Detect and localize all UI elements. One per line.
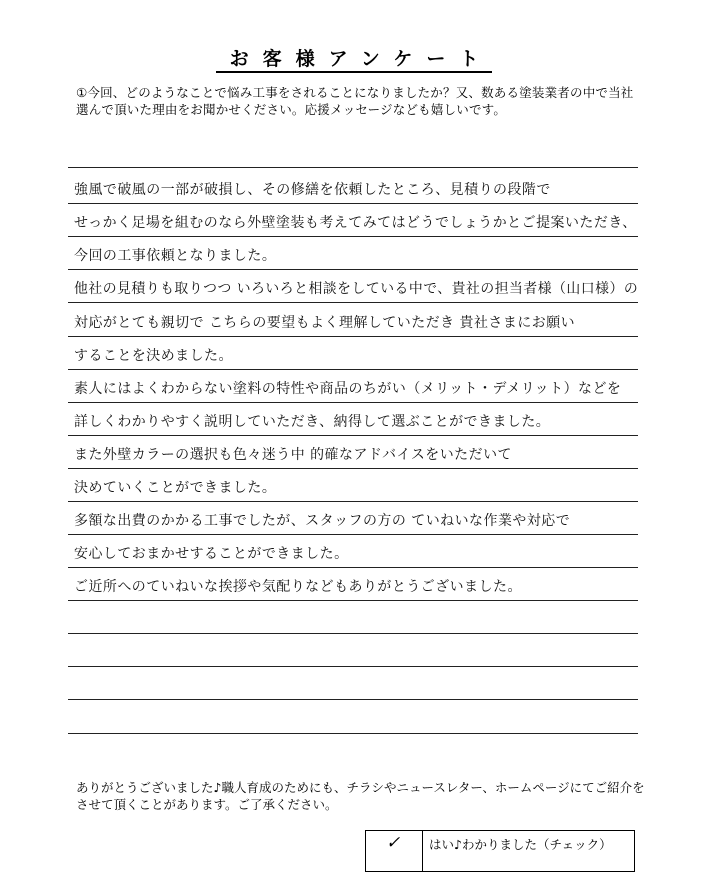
ruled-line bbox=[68, 600, 638, 601]
answer-line: 他社の見積りも取りつつ いろいろと相談をしている中で、貴社の担当者様（山口様）の bbox=[74, 281, 638, 297]
answer-line: 決めていくことができました。 bbox=[74, 480, 277, 496]
ruled-line bbox=[68, 567, 638, 568]
footer-note: ありがとうございました♪職人育成のためにも、チラシやニュースレター、ホームページにてご紹介をさせて頂くことがあります。ご了承ください。 bbox=[76, 780, 645, 812]
ruled-line bbox=[68, 302, 638, 303]
ruled-line bbox=[68, 468, 638, 469]
ruled-line bbox=[68, 269, 638, 270]
ruled-line bbox=[68, 699, 638, 700]
answer-line: せっかく足場を組むのなら外壁塗装も考えてみてはどうでしょうかとご提案いただき、 bbox=[74, 215, 637, 231]
page-title bbox=[0, 44, 708, 71]
ruled-line bbox=[68, 167, 638, 168]
answer-line: することを決めました。 bbox=[74, 348, 233, 364]
answer-line: 対応がとても親切で こちらの要望もよく理解していただき 貴社さまにお願い bbox=[74, 315, 576, 331]
answer-line: 強風で破風の一部が破損し、その修繕を依頼したところ、見積りの段階で bbox=[74, 182, 551, 198]
answer-line: また外壁カラーの選択も色々迷う中 的確なアドバイスをいただいて bbox=[74, 447, 512, 463]
ruled-line bbox=[68, 534, 638, 535]
ruled-line bbox=[68, 236, 638, 237]
ruled-line bbox=[68, 501, 638, 502]
answer-line: 詳しくわかりやすく説明していただき、納得して選ぶことができました。 bbox=[74, 414, 551, 430]
ruled-line bbox=[68, 369, 638, 370]
ruled-line bbox=[68, 402, 638, 403]
answer-line: 多額な出費のかかる工事でしたが、スタッフの方の ていねいな作業や対応で bbox=[74, 513, 571, 529]
answer-line: 素人にはよくわからない塗料の特性や商品のちがい（メリット・デメリット）などを bbox=[74, 381, 622, 397]
ruled-line bbox=[68, 666, 638, 667]
consent-label: はい♪わかりました（チェック） bbox=[429, 837, 612, 852]
consent-checkbox[interactable] bbox=[366, 831, 423, 871]
ruled-line bbox=[68, 336, 638, 337]
answer-line: 安心しておまかせすることができました。 bbox=[74, 546, 349, 562]
ruled-line bbox=[68, 203, 638, 204]
answer-line: ご近所へのていねいな挨拶や気配りなどもありがとうございました。 bbox=[74, 579, 522, 595]
question-text: ①今回、どのようなことで悩み工事をされることになりましたか？又、数ある塗装業者の中で当社選んで頂いた理由をお聞かせください。応援メッセージなども嬉しいです。 bbox=[76, 85, 634, 117]
ruled-line bbox=[68, 435, 638, 436]
ruled-line bbox=[68, 633, 638, 634]
ruled-line bbox=[68, 733, 638, 734]
page-title-text: お客様アンケート bbox=[216, 48, 493, 73]
check-mark-icon: ✓ bbox=[386, 833, 401, 853]
answer-line: 今回の工事依頼となりました。 bbox=[74, 248, 277, 264]
consent-checkbox-table bbox=[365, 830, 635, 872]
